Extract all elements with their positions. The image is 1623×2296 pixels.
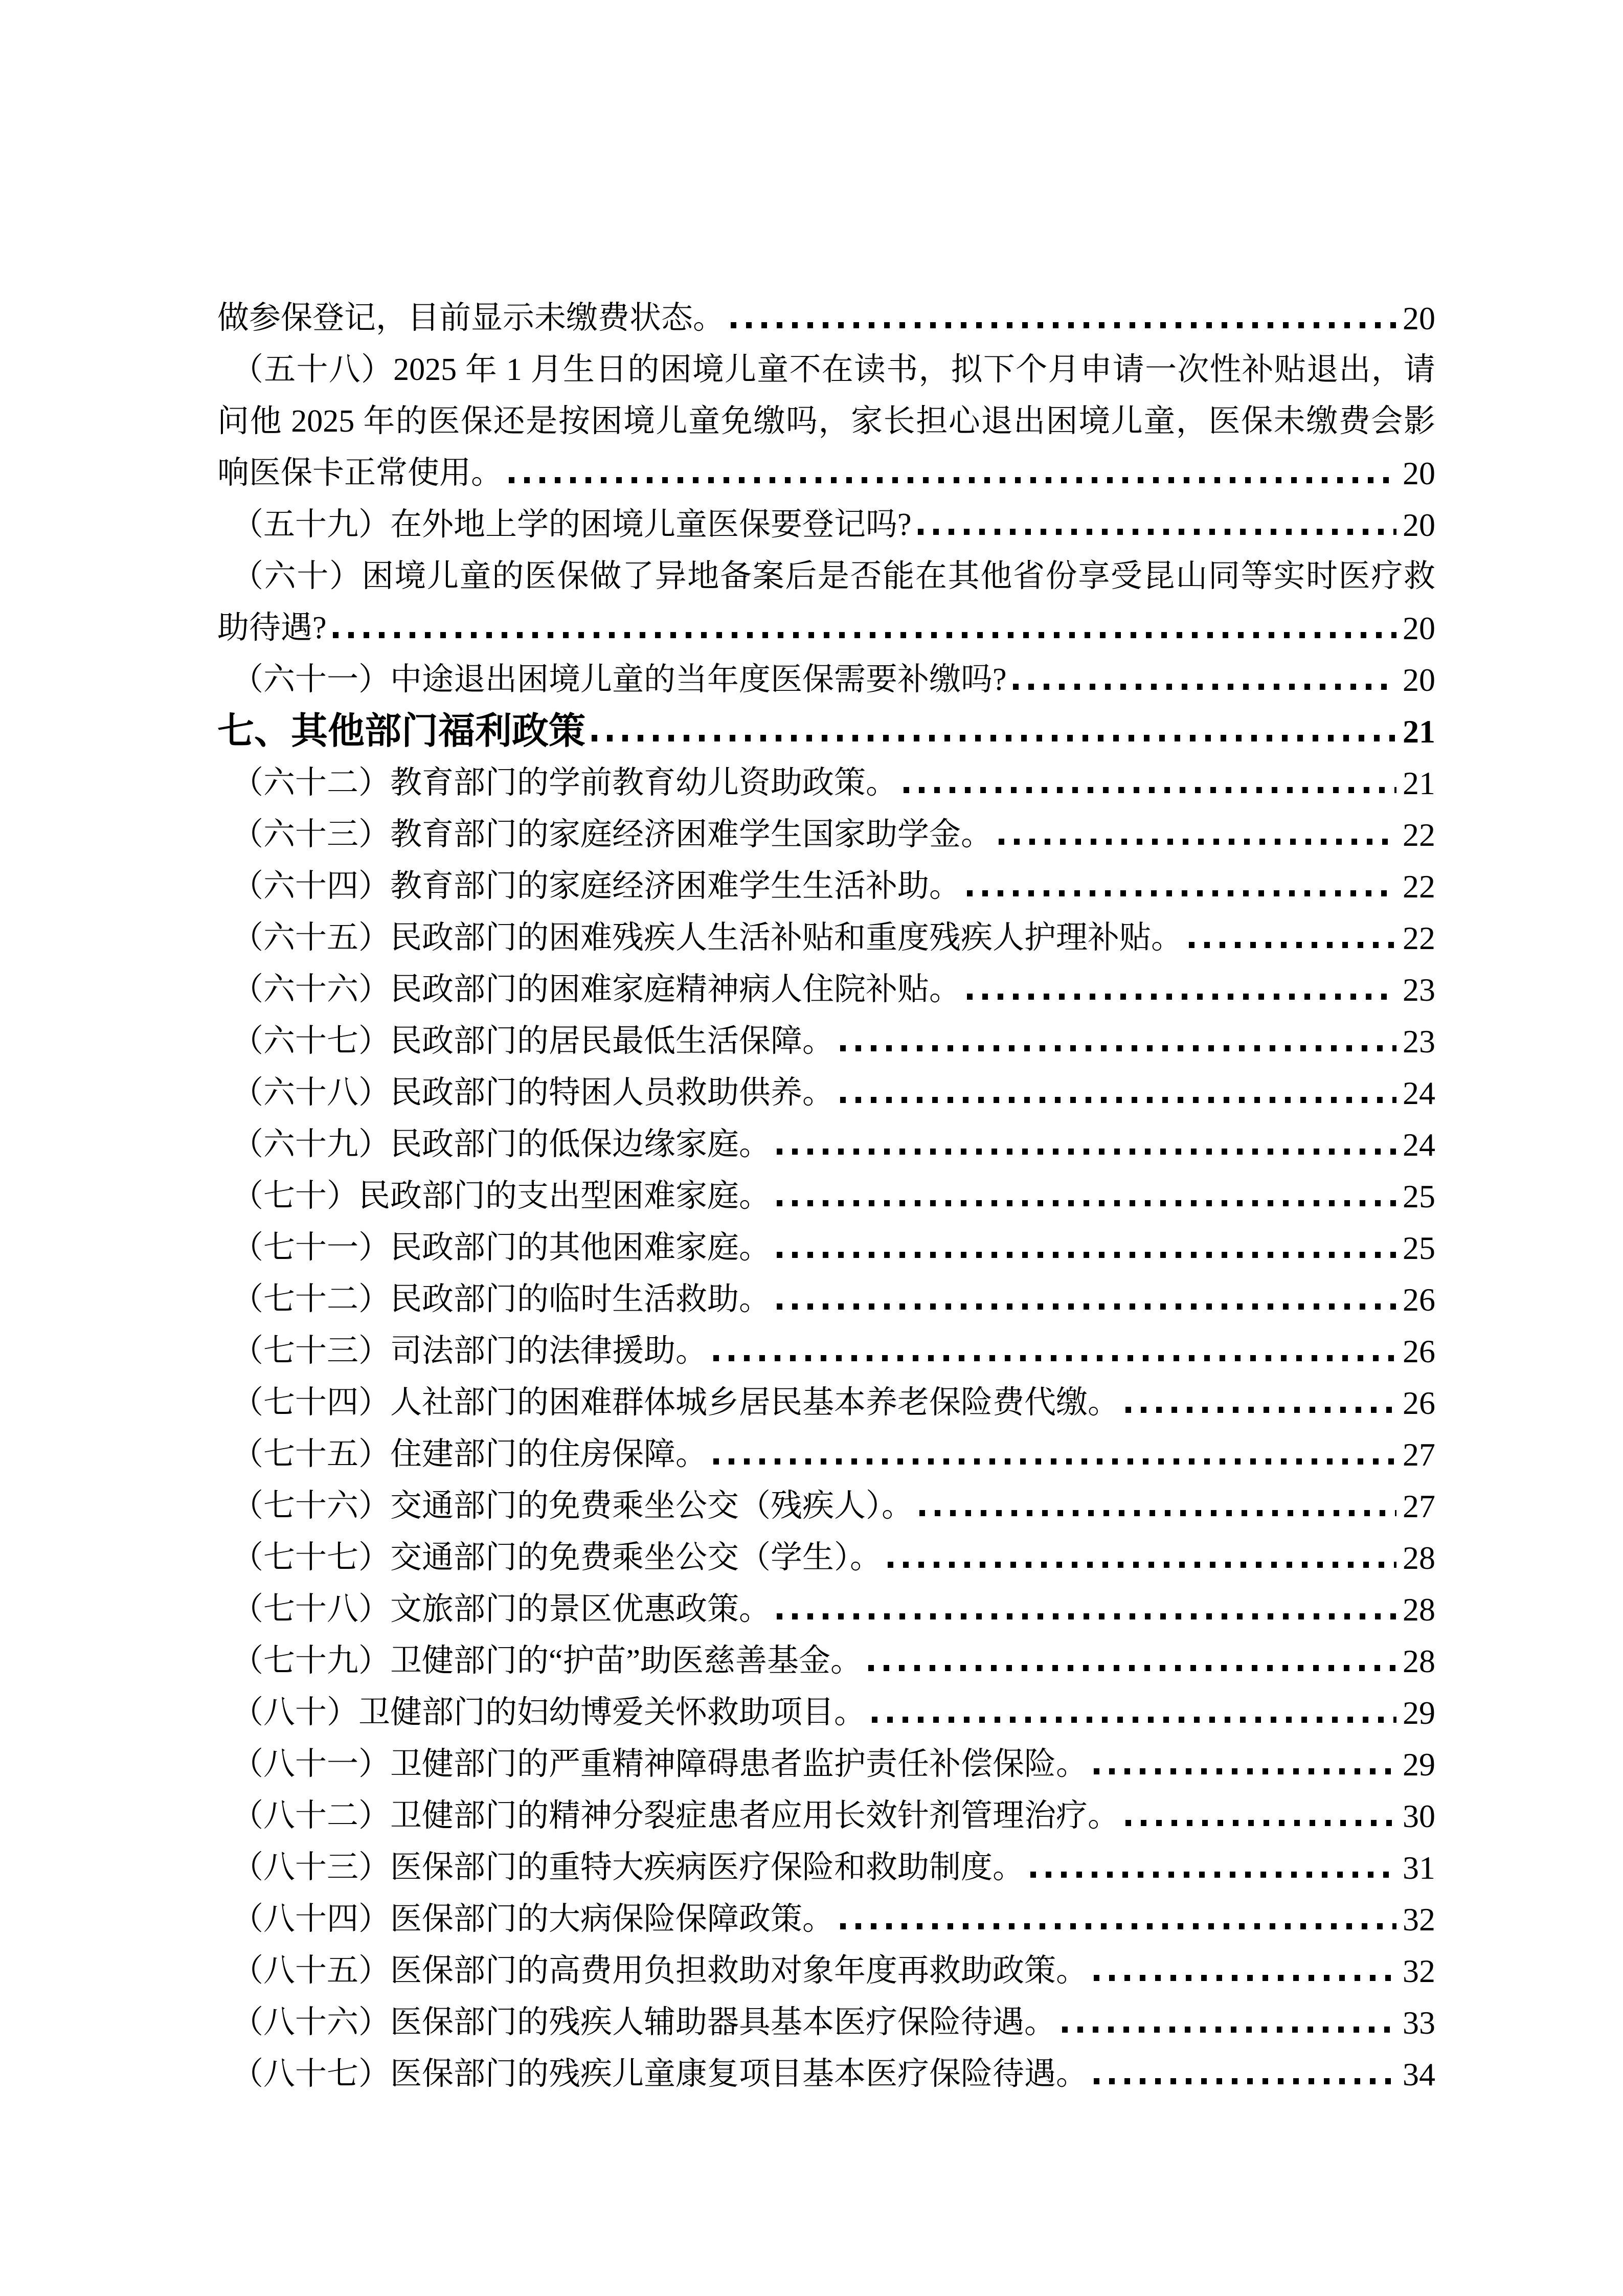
dot-leader — [1094, 1768, 1396, 1774]
toc-entry[interactable] — [217, 1377, 1435, 1429]
dot-leader — [967, 890, 1396, 896]
toc-entry-page-number: 22 — [1403, 817, 1435, 853]
toc-entry-label: （八十二）卫健部门的精神分裂症患者应用长效针剂管理治疗。 — [232, 1798, 1120, 1833]
toc-entry-last-line — [217, 602, 1435, 654]
toc-entry-label: （八十五）医保部门的高费用负担救助对象年度再救助政策。 — [232, 1953, 1088, 1988]
toc-entry-label: （七十二）民政部门的临时生活救助。 — [232, 1282, 771, 1317]
toc-entry-label: （六十九）民政部门的低保边缘家庭。 — [232, 1127, 771, 1162]
toc-entry-line: （五十八）2025 年 1 月生日的困境儿童不在读书，拟下个月申请一次性补贴退出，请 — [232, 352, 1435, 387]
toc-entry-last-line — [217, 1687, 1435, 1739]
toc-entry[interactable] — [217, 1532, 1435, 1584]
toc-entry-last-line — [217, 1532, 1435, 1584]
dot-leader — [777, 1303, 1396, 1310]
toc-entry-label: （七十七）交通部门的免费乘坐公交（学生）。 — [232, 1540, 882, 1575]
toc-entry-last-line — [217, 499, 1435, 551]
toc-entry-label: （六十六）民政部门的困难家庭精神病人住院补贴。 — [232, 972, 961, 1007]
toc-entry-page-number: 28 — [1403, 1540, 1435, 1576]
dot-leader — [840, 1045, 1396, 1051]
dot-leader — [967, 994, 1396, 1000]
toc-entry-page-number: 21 — [1403, 713, 1435, 750]
toc-entry[interactable] — [217, 1274, 1435, 1325]
toc-entry-page-number: 21 — [1403, 765, 1435, 801]
toc-entry[interactable] — [217, 861, 1435, 912]
toc-entry[interactable] — [217, 912, 1435, 964]
toc-entry-line: 问他 2025 年的医保还是按困境儿童免缴吗，家长担心退出困境儿童，医保未缴费会影 — [217, 404, 1435, 439]
toc-entry-last-line — [217, 292, 1435, 344]
toc-entry-page-number: 24 — [1403, 1127, 1435, 1163]
toc-entry-label: （七十八）文旅部门的景区优惠政策。 — [232, 1592, 771, 1627]
toc-entry-label: 七、其他部门福利政策 — [217, 711, 586, 752]
toc-entry-page-number: 27 — [1403, 1436, 1435, 1473]
toc-entry-last-line — [217, 1480, 1435, 1532]
toc-entry-label: （六十四）教育部门的家庭经济困难学生生活补助。 — [232, 869, 961, 904]
toc-entry-page-number: 20 — [1403, 455, 1435, 491]
dot-leader — [888, 1562, 1396, 1568]
toc-entry-label: （七十一）民政部门的其他困难家庭。 — [232, 1230, 771, 1265]
toc-entry-label: （五十九）在外地上学的困境儿童医保要登记吗? — [232, 507, 912, 542]
toc-entry[interactable] — [217, 654, 1435, 706]
toc-entry-last-line — [217, 1119, 1435, 1170]
dot-leader — [840, 1923, 1396, 1929]
dot-leader — [868, 1665, 1396, 1671]
dot-leader — [904, 787, 1396, 793]
toc-entry-label: （七十九）卫健部门的“护苗”助医慈善基金。 — [232, 1644, 863, 1678]
toc-entry-page-number: 26 — [1403, 1333, 1435, 1369]
toc-entry-last-line — [217, 861, 1435, 912]
toc-entry-last-line — [217, 1997, 1435, 2049]
dot-leader — [918, 529, 1396, 535]
toc-entry[interactable] — [217, 706, 1435, 757]
toc-entry-page-number: 20 — [1403, 507, 1435, 543]
dot-leader — [872, 1717, 1396, 1723]
toc-entry-page-number: 30 — [1403, 1798, 1435, 1834]
toc-entry-last-line — [217, 757, 1435, 809]
toc-entry-last-line — [217, 654, 1435, 706]
toc-entry-last-line — [217, 1325, 1435, 1377]
dot-leader — [1094, 1975, 1396, 1981]
toc-entry-last-line — [217, 1584, 1435, 1635]
dot-leader — [777, 1252, 1396, 1258]
toc-entry-page-number: 25 — [1403, 1230, 1435, 1266]
toc-entry-page-number: 23 — [1403, 1023, 1435, 1060]
toc-entry-last-line — [217, 1635, 1435, 1687]
toc-entry-last-line — [217, 1222, 1435, 1274]
toc-entry-page-number: 32 — [1403, 1953, 1435, 1989]
toc-entry-page-number: 23 — [1403, 972, 1435, 1008]
dot-leader — [592, 735, 1396, 741]
dot-leader — [713, 1355, 1396, 1361]
dot-leader — [1125, 1820, 1396, 1826]
toc-entry[interactable] — [217, 1170, 1435, 1222]
toc-entry-last-line — [217, 1170, 1435, 1222]
toc-entry[interactable] — [217, 1790, 1435, 1842]
dot-leader — [1094, 2078, 1396, 2084]
toc-entry-page-number: 24 — [1403, 1075, 1435, 1111]
toc-entry-page-number: 26 — [1403, 1281, 1435, 1318]
toc-entry-label: （六十七）民政部门的居民最低生活保障。 — [232, 1024, 835, 1059]
toc-entry[interactable] — [217, 1222, 1435, 1274]
toc-entry[interactable] — [217, 1894, 1435, 1945]
toc-entry-label: （七十六）交通部门的免费乘坐公交（残疾人）。 — [232, 1489, 914, 1523]
dot-leader — [999, 839, 1396, 845]
toc-entry-label: （八十一）卫健部门的严重精神障碍患者监护责任补偿保险。 — [232, 1747, 1088, 1782]
toc-entry[interactable] — [217, 1325, 1435, 1377]
toc-entry-last-line — [217, 1790, 1435, 1842]
dot-leader — [777, 1149, 1396, 1155]
toc-entry-label: （八十）卫健部门的妇幼博爱关怀救助项目。 — [232, 1695, 866, 1730]
dot-leader — [1189, 942, 1396, 948]
toc-entry-page-number: 31 — [1403, 1850, 1435, 1886]
toc-entry[interactable] — [217, 1429, 1435, 1480]
dot-leader — [731, 322, 1396, 328]
toc-list — [217, 292, 1435, 2100]
toc-entry-page-number: 29 — [1403, 1746, 1435, 1783]
toc-entry-last-line — [217, 1429, 1435, 1480]
toc-entry-label: （八十七）医保部门的残疾儿童康复项目基本医疗保险待遇。 — [232, 2057, 1088, 2091]
toc-entry-last-line — [217, 809, 1435, 861]
toc-entry-label: （六十三）教育部门的家庭经济困难学生国家助学金。 — [232, 817, 993, 852]
toc-entry-page-number: 26 — [1403, 1385, 1435, 1421]
dot-leader — [840, 1097, 1396, 1103]
toc-entry-label: （七十三）司法部门的法律援助。 — [232, 1334, 708, 1368]
toc-entry-last-line — [217, 912, 1435, 964]
toc-entry-last-line — [217, 1377, 1435, 1429]
toc-entry[interactable] — [217, 1067, 1435, 1119]
toc-entry[interactable] — [217, 964, 1435, 1016]
toc-entry[interactable] — [217, 499, 1435, 551]
dot-leader — [333, 632, 1396, 638]
dot-leader — [1013, 684, 1396, 690]
toc-entry-page-number: 22 — [1403, 868, 1435, 905]
toc-entry[interactable] — [217, 757, 1435, 809]
toc-entry-label: （七十四）人社部门的困难群体城乡居民基本养老保险费代缴。 — [232, 1385, 1120, 1420]
toc-entry-last-line — [217, 1016, 1435, 1067]
toc-entry[interactable] — [217, 1480, 1435, 1532]
toc-entry[interactable] — [217, 1016, 1435, 1067]
toc-entry-page-number: 20 — [1403, 662, 1435, 698]
toc-entry[interactable] — [217, 1687, 1435, 1739]
toc-entry-page-number: 20 — [1403, 610, 1435, 646]
toc-entry-last-line — [217, 1894, 1435, 1945]
dot-leader — [1062, 2027, 1396, 2033]
toc-entry-page-number: 32 — [1403, 1901, 1435, 1938]
toc-entry-label: （八十四）医保部门的大病保险保障政策。 — [232, 1902, 835, 1937]
toc-entry-label: 做参保登记，目前显示未缴费状态。 — [217, 301, 725, 335]
toc-entry[interactable] — [217, 1945, 1435, 1997]
toc-entry-label: 响医保卡正常使用。 — [217, 456, 503, 490]
toc-entry-last-line — [217, 2049, 1435, 2100]
toc-entry-label: （七十五）住建部门的住房保障。 — [232, 1437, 708, 1472]
toc-entry-page-number: 28 — [1403, 1591, 1435, 1628]
toc-entry-page-number: 29 — [1403, 1695, 1435, 1731]
toc-entry-page-number: 34 — [1403, 2056, 1435, 2092]
toc-entry-label: 助待遇? — [217, 611, 327, 645]
dot-leader — [1125, 1407, 1396, 1413]
toc-entry[interactable] — [217, 344, 1435, 499]
toc-entry-label: （六十八）民政部门的特困人员救助供养。 — [232, 1075, 835, 1110]
toc-entry[interactable] — [217, 292, 1435, 344]
dot-leader — [509, 477, 1396, 483]
toc-entry-page-number: 27 — [1403, 1488, 1435, 1524]
toc-entry[interactable] — [217, 1119, 1435, 1170]
toc-entry-page-number: 20 — [1403, 300, 1435, 336]
toc-entry[interactable] — [217, 1842, 1435, 1894]
dot-leader — [777, 1613, 1396, 1619]
toc-entry-last-line — [217, 1945, 1435, 1997]
toc-entry-last-line — [217, 1067, 1435, 1119]
toc-entry-label: （六十二）教育部门的学前教育幼儿资助政策。 — [232, 766, 898, 800]
toc-entry-last-line — [217, 447, 1435, 499]
toc-entry-label: （七十）民政部门的支出型困难家庭。 — [232, 1179, 771, 1213]
toc-entry[interactable] — [217, 551, 1435, 654]
dot-leader — [713, 1458, 1396, 1465]
toc-entry-label: （八十三）医保部门的重特大疾病医疗保险和救助制度。 — [232, 1850, 1025, 1885]
dot-leader — [777, 1200, 1396, 1206]
toc-entry-last-line — [217, 1274, 1435, 1325]
toc-entry[interactable] — [217, 1584, 1435, 1635]
toc-entry-label: （六十一）中途退出困境儿童的当年度医保需要补缴吗? — [232, 662, 1007, 697]
toc-entry-label: （八十六）医保部门的残疾人辅助器具基本医疗保险待遇。 — [232, 2005, 1056, 2040]
toc-entry[interactable] — [217, 1635, 1435, 1687]
toc-entry-last-line — [217, 964, 1435, 1016]
toc-entry-page-number: 33 — [1403, 2005, 1435, 2041]
dot-leader — [1030, 1872, 1396, 1878]
dot-leader — [919, 1510, 1396, 1516]
toc-entry-line: （六十）困境儿童的医保做了异地备案后是否能在其他省份享受昆山同等实时医疗救 — [232, 559, 1435, 594]
toc-entry-last-line — [217, 1842, 1435, 1894]
toc-entry-page-number: 28 — [1403, 1643, 1435, 1679]
toc-entry[interactable] — [217, 1997, 1435, 2049]
toc-entry[interactable] — [217, 2049, 1435, 2100]
toc-entry-last-line — [217, 706, 1435, 757]
toc-entry[interactable] — [217, 1739, 1435, 1790]
toc-entry-page-number: 25 — [1403, 1178, 1435, 1214]
toc-entry[interactable] — [217, 809, 1435, 861]
toc-entry-last-line — [217, 1739, 1435, 1790]
toc-entry-page-number: 22 — [1403, 920, 1435, 956]
toc-entry-label: （六十五）民政部门的困难残疾人生活补贴和重度残疾人护理补贴。 — [232, 920, 1183, 955]
